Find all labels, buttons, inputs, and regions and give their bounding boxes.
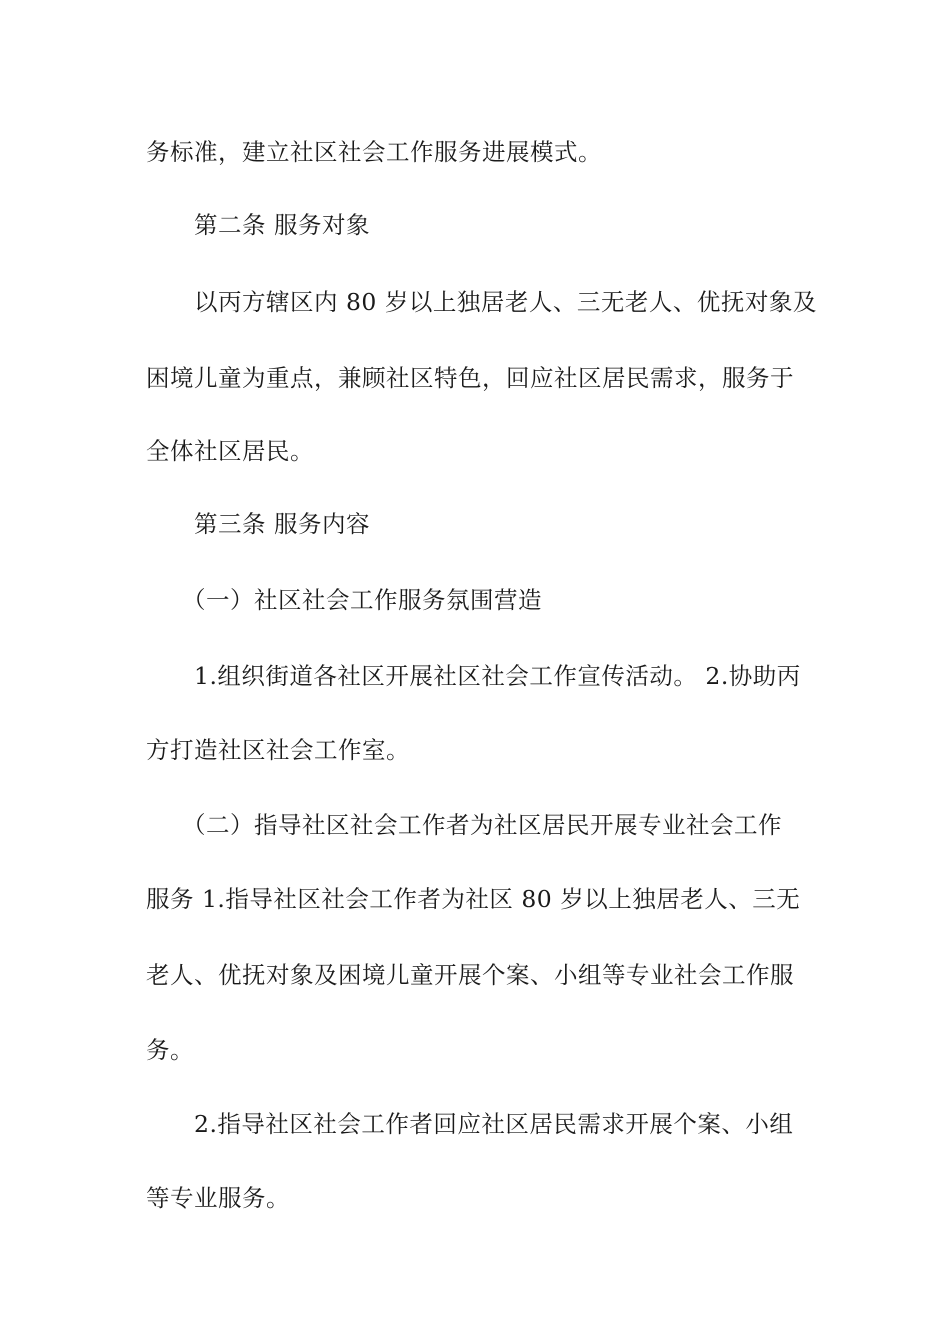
paragraph-line: 困境儿童为重点，兼顾社区特色，回应社区居民需求，服务于	[146, 364, 794, 392]
paragraph-line: 以丙方辖区内 80 岁以上独居老人、三无老人、优抚对象及	[194, 288, 817, 316]
paragraph-line: 服务 1.指导社区社会工作者为社区 80 岁以上独居老人、三无	[146, 885, 801, 913]
paragraph-line: 务。	[146, 1036, 194, 1064]
section-heading: （二）指导社区社会工作者为社区居民开展专业社会工作	[182, 811, 782, 839]
paragraph-line: 方打造社区社会工作室。	[146, 736, 410, 764]
paragraph-line: 务标准，建立社区社会工作服务进展模式。	[146, 138, 602, 166]
paragraph-line: 2.指导社区社会工作者回应社区居民需求开展个案、小组	[194, 1110, 794, 1138]
paragraph-line: 等专业服务。	[146, 1184, 290, 1212]
paragraph-line: 全体社区居民。	[146, 437, 314, 465]
paragraph-line: 老人、优抚对象及困境儿童开展个案、小组等专业社会工作服	[146, 961, 794, 989]
section-heading: （一）社区社会工作服务氛围营造	[182, 586, 542, 614]
article-heading: 第二条 服务对象	[194, 211, 370, 239]
paragraph-line: 1.组织街道各社区开展社区社会工作宣传活动。 2.协助丙	[194, 662, 801, 690]
article-heading: 第三条 服务内容	[194, 510, 370, 538]
